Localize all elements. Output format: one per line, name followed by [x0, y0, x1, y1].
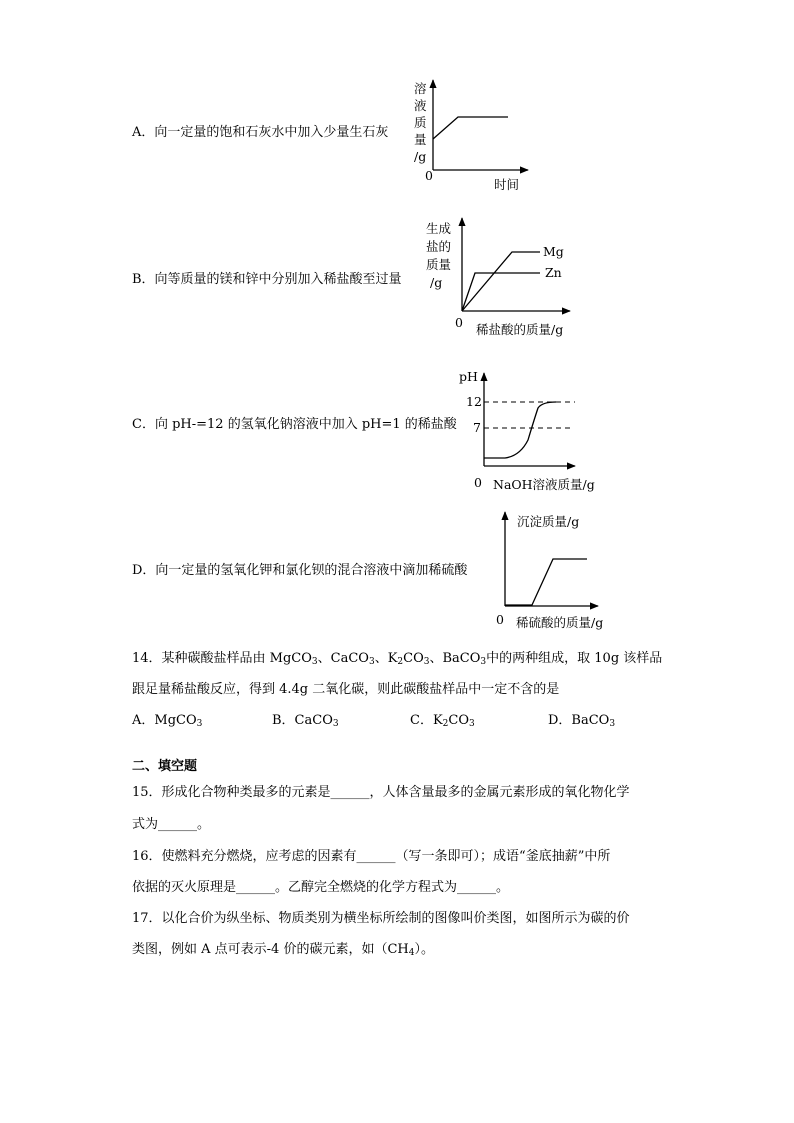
graph-d-x-label: 稀硫酸的质量/g [516, 615, 604, 630]
q14-choice-c: C．$K_2CO_3$ [410, 713, 475, 729]
graph-b-origin: 0 [455, 315, 463, 330]
q17-line1: 17．以化合价为纵坐标、物质类别为横坐标所绘制的图像叫价类图，如图所示为碳的价 [132, 911, 630, 926]
section-2-heading: 二、填空题 [132, 759, 198, 774]
q14-choice-b: B．CaCO$_3$ [272, 713, 339, 729]
q17-line2: 类图，例如 A 点可表示-4 价的碳元素，如$(CH_4)$。 [132, 942, 434, 958]
option-b-text: B．向等质量的镁和锌中分别加入稀盐酸至过量 [132, 272, 402, 287]
option-a-text: A．向一定量的饱和石灰水中加入少量生石灰 [132, 125, 389, 140]
option-c-text: C．向 pH-=12 的氢氧化钠溶液中加入 pH=1 的稀盐酸 [132, 417, 457, 432]
graph-c-tick-7: 7 [473, 420, 481, 435]
graph-c-origin: 0 [474, 475, 482, 490]
graph-d-y-label: 沉淀质量/g [517, 514, 580, 529]
q16-line1: 16．使燃料充分燃烧，应考虑的因素有______（写一条即可）；成语“釜底抽薪”中所 [132, 849, 611, 864]
graph-b-y-label: 生成 盐的 质量 /g [426, 221, 452, 290]
graph-c-tick-12: 12 [466, 394, 482, 409]
graph-b-legend-mg: Mg [543, 244, 564, 259]
q15-line1: 15．形成化合物种类最多的元素是______，人体含量最多的金属元素形成的氧化物化学 [132, 785, 630, 800]
q14-line1: 14．某种碳酸盐样品由 MgCO$_3$、CaCO$_3$、$K_2CO_3$、BaCO$_3$中的两种组成，取 10g 该样品 [132, 651, 663, 667]
graph-b-x-label: 稀盐酸的质量/g [476, 322, 564, 337]
graph-d-origin: 0 [496, 612, 504, 627]
option-d-text: D．向一定量的氢氧化钾和氯化钡的混合溶液中滴加稀硫酸 [132, 563, 468, 578]
graph-a-origin: 0 [425, 168, 433, 183]
q14-choice-d: D．BaCO$_3$ [548, 713, 616, 729]
graph-d-curve [505, 559, 587, 605]
q16-line2: 依据的灭火原理是______。乙醇完全燃烧的化学方程式为______。 [132, 880, 510, 895]
graph-a-y-label: 溶 液 质 量 /g [414, 81, 427, 164]
graph-b-legend-zn: Zn [545, 265, 562, 280]
q15-line2: 式为______。 [132, 817, 211, 832]
graph-c-x-label: NaOH溶液质量/g [493, 477, 595, 492]
graph-a-x-label: 时间 [494, 177, 520, 192]
q14-choice-a: A．MgCO$_3$ [132, 713, 203, 729]
q14-line2: 跟足量稀盐酸反应，得到 4.4g 二氧化碳，则此碳酸盐样品中一定不含的是 [132, 682, 560, 697]
graph-c-y-label: pH [459, 369, 478, 384]
